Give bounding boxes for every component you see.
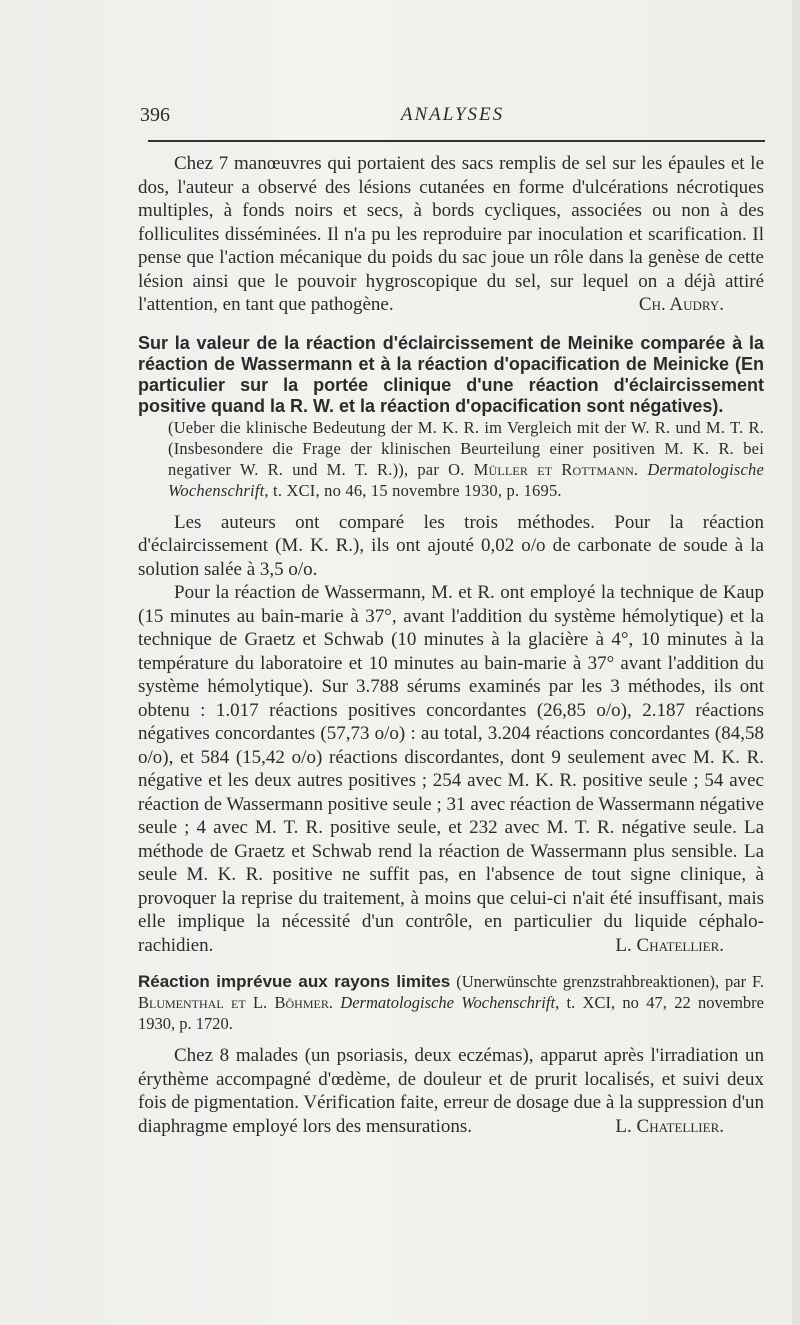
page-header [140,104,765,128]
article-3-signature: L. Chatellier. [615,1115,724,1137]
article-1-signature: Ch. Audry. [638,294,724,315]
article-2-title: Sur la valeur de la réaction d'éclaircissement de Meinike comparée à la réaction de Wassermann et à la réaction d'opacification de Meinicke (En particulier sur la portée clinique d'une réaction d'éclaircissement positive quand la R. W. et la réaction d'opacification sont négatives). [138,332,764,416]
article-2-paragraph-2 [138,581,764,957]
article-2-paragraph-2-text: Pour la réaction de Wassermann, M. et R. ont employé la technique de Kaup (15 minutes au bain-marie à 37°, avant l'addition du système hémolytique) et la technique de Graetz et Schwab (10 minutes à la glacière à 4°, 10 minutes à la température du laboratoire et 10 minutes au bain-marie à 37° avant l'addition du système hémolytique). Sur 3.788 sérums examinés par les 3 méthodes, ils ont obtenu : 1.017 réactions positives concordantes (26,85 o/o), 2.187 réactions négatives concordantes (57,73 o/o) : au total, 3.204 réactions concordantes (84,58 o/o), et 584 (15,42 o/o) réactions discordantes, dont 9 seulement avec M. K. R. négative et les deux autres positives ; 254 avec M. K. R. positive seule ; 54 avec réaction de Wassermann positive seule ; 31 avec réaction de Wassermann négative seule ; 4 avec M. T. R. positive seule, et 232 avec M. T. R. négative seule. La méthode de Graetz et Schwab rend la réaction de Wassermann plus sensible. La seule M. K. R. positive ne suffit pas, en l'absence de tout signe clinique, à provoquer la reprise du traitement, à moins que celui-ci n'ait été insuffisant, mais elle implique la nécessité d'un contrôle, en particulier du liquide céphalo-rachidien. [138,582,764,956]
article-2-paragraph-1: Les auteurs ont comparé les trois méthodes. Pour la réaction d'éclaircissement (M. K. R.), ils ont ajouté 0,02 o/o de carbonate de soude à la solution salée à 3,5 o/o. [138,511,764,580]
article-2-ref-journal: Dermatologische Wochenschrift [168,459,764,500]
article-3-paragraph-1 [138,1044,764,1138]
article-3-ref-authors: Blumenthal et L. Böhmer. [138,993,333,1012]
article-3-title: Réaction imprévue aux rayons limites [138,972,451,991]
article-2-ref-authors: Müller et Rottmann. [473,459,639,479]
article-1-body [138,152,764,317]
page-edge [792,0,800,1325]
article-3-ref-text: (Unerwünschte grenzstrahbreaktionen), par F. [456,972,764,991]
running-title: ANALYSES [400,104,505,125]
article-2-ref-text: (Ueber die klinische Bedeutung der M. K. R. im Vergleich mit der W. R. und M. T. R. (Insbesondere die Frage der klinischen Beurteilung einer positiven M. K. R. bei negativer W. R. und M. T. R.)), par O. [168,417,764,479]
page-content [138,152,764,1138]
article-3-heading [138,971,764,1034]
article-2-reference [138,417,764,501]
article-2-signature: L. Chatellier. [615,934,724,956]
page-number: 396 [140,104,170,126]
header-rule [148,140,765,142]
article-3-paragraph-1-text: Chez 8 malades (un psoriasis, deux eczémas), apparut après l'irradiation un érythème accompagné d'œdème, de douleur et de prurit localisés, et suivi deux fois de pigmentation. Vérification faite, erreur de dosage due à la suppression d'un diaphragme employé lors des mensurations. [138,1045,764,1137]
article-3-ref-details: , t. XCI, no 47, 22 novembre 1930, p. 1720. [138,993,764,1033]
article-2-ref-details: , t. XCI, no 46, 15 novembre 1930, p. 1695. [264,480,562,500]
article-1-text: Chez 7 manœuvres qui portaient des sacs remplis de sel sur les épaules et le dos, l'auteur a observé des lésions cutanées en forme d'ulcérations nécrotiques multiples, à fonds noirs et secs, à bords cycliques, associées ou non à des folliculites disséminées. Il n'a pu les reproduire par inoculation et scarification. Il pense que l'action mécanique du poids du sac joue un rôle dans la genèse de cette lésion ainsi que le pouvoir hygroscopique du sel, sur lequel on a déjà attiré l'attention, en tant que pathogène. [138,153,764,315]
article-3-ref-journal: Dermatologische Wochenschrift [340,993,556,1012]
